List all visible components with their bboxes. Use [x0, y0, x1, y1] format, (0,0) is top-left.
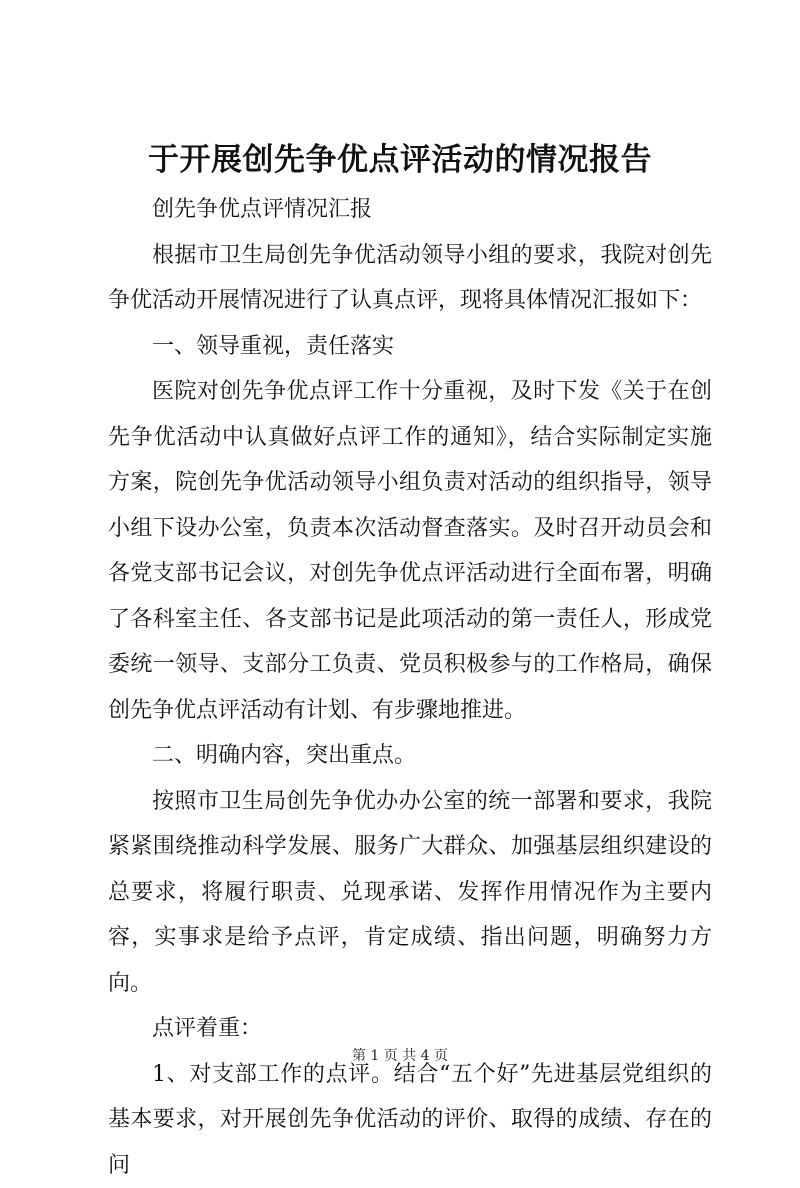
section-heading-2: 二、明确内容，突出重点。: [108, 733, 712, 779]
paragraph-subtitle: 创先争优点评情况汇报: [108, 187, 712, 233]
document-title: 于开展创先争优点评活动的情况报告: [0, 138, 800, 182]
paragraph-section-1: 医院对创先争优点评工作十分重视，及时下发《关于在创先争优活动中认真做好点评工作的通知》，结合实际制定实施方案，院创先争优活动领导小组负责对活动的组织指导，领导小组下设办公室，负责本次活动督查落实。及时召开动员会和各党支部书记会议，对创先争优点评活动进行全面布署，明确了各科室主任、各支部书记是此项活动的第一责任人，形成党委统一领导、支部分工负责、党员积极参与的工作格局，确保创先争优点评活动有计划、有步骤地推进。: [108, 369, 712, 733]
page-footer: 第 1 页 共 4 页: [0, 1046, 800, 1066]
paragraph-section-2: 按照市卫生局创先争优办办公室的统一部署和要求，我院紧紧围绕推动科学发展、服务广大群众、加强基层组织建设的总要求，将履行职责、兑现承诺、发挥作用情况作为主要内容，实事求是给予点评，肯定成绩、指出问题，明确努力方向。: [108, 779, 712, 1007]
paragraph-intro: 根据市卫生局创先争优活动领导小组的要求，我院对创先争优活动开展情况进行了认真点评，现将具体情况汇报如下：: [108, 233, 712, 324]
paragraph-focus-label: 点评着重：: [108, 1006, 712, 1052]
document-body: [108, 187, 712, 1188]
section-heading-1: 一、领导重视，责任落实: [108, 324, 712, 370]
paragraph-item-1: 1、对支部工作的点评。结合“五个好”先进基层党组织的基本要求，对开展创先争优活动的评价、取得的成绩、存在的问: [108, 1052, 712, 1188]
